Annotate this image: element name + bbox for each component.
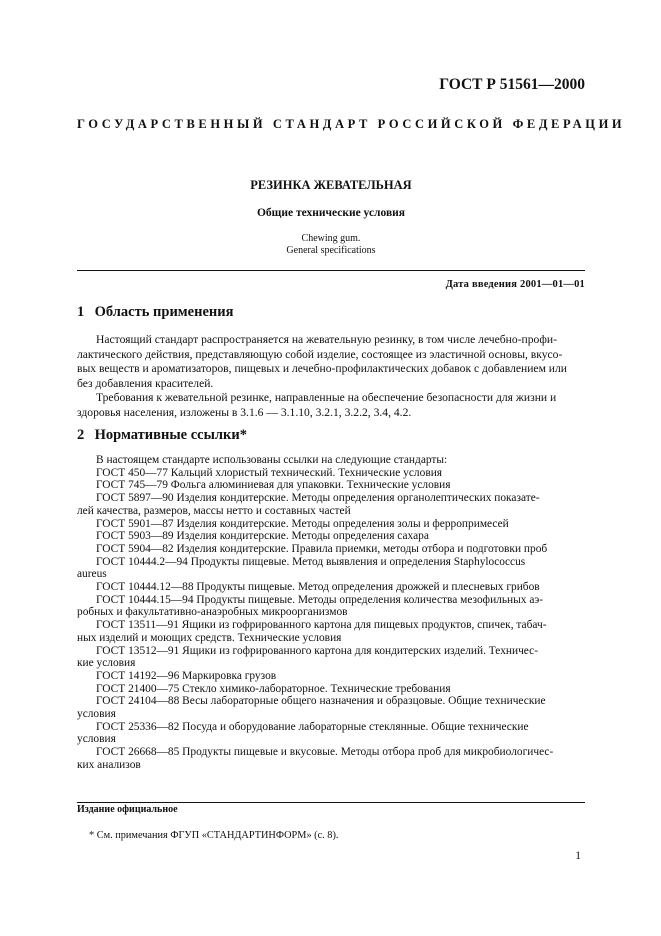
english-title-line-1: Chewing gum. [301, 233, 361, 244]
reference-item: ГОСТ 5904—82 Изделия кондитерские. Правила приемки, методы отбора и подготовки проб [96, 542, 548, 555]
reference-continuation: лей качества, размеров, массы нетто и составных частей [77, 504, 351, 517]
reference-item: ГОСТ 5901—87 Изделия кондитерские. Методы определения золы и ферропримесей [96, 517, 509, 530]
reference-item: ГОСТ 24104—88 Весы лабораторные общего назначения и образцовые. Общие технические [96, 695, 546, 708]
reference-item: ГОСТ 14192—96 Маркировка грузов [96, 669, 277, 682]
reference-item: ГОСТ 10444.12—88 Продукты пищевые. Метод определения дрожжей и плесневых грибов [96, 581, 540, 594]
reference-item: ГОСТ 13512—91 Ящики из гофрированного картона для кондитерских изделий. Техничес- [96, 644, 538, 657]
introduction-date: Дата введения 2001—01—01 [445, 279, 585, 290]
reference-continuation: ных изделий и моющих средств. Технические условия [77, 631, 342, 644]
text-line: здоровья населения, изложены в 3.1.6 — 3.1.10, 3.2.1, 3.2.2, 3.4, 4.2. [77, 405, 412, 419]
section-1-heading [77, 304, 233, 321]
section-2-heading [77, 427, 247, 444]
reference-item: ГОСТ 21400—75 Стекло химико-лабораторное. Технические требования [96, 682, 451, 695]
reference-item: ГОСТ 10444.15—94 Продукты пищевые. Методы определения количества мезофильных аэ- [96, 593, 544, 606]
reference-continuation: aureus [77, 568, 107, 581]
text-line [77, 333, 585, 348]
reference-item: ГОСТ 13511—91 Ящики из гофрированного картона для пищевых продуктов, спичек, табач- [96, 619, 547, 632]
reference-item: ГОСТ 450—77 Кальций хлористый технический. Технические условия [96, 466, 443, 479]
reference-item: ГОСТ 5897—90 Изделия кондитерские. Методы определения органолептических показате- [96, 492, 540, 505]
text-line-content: Настоящий стандарт распространяется на жевательную резинку, в том числе лечебно-профи- [96, 333, 557, 346]
document-subtitle: Общие технические условия [256, 207, 406, 219]
reference-item: ГОСТ 25336—82 Посуда и оборудование лабораторные стеклянные. Общие технические [96, 720, 529, 733]
reference-item: ГОСТ 26668—85 Продукты пищевые и вкусовые. Методы отбора проб для микробиологичес- [96, 746, 554, 759]
section-2-number: 2 [77, 427, 85, 443]
footnote: * См. примечания ФГУП «СТАНДАРТИНФОРМ» (с. 8). [89, 830, 339, 841]
normative-references-list [77, 454, 585, 772]
text-line: лактического действия, представляющую собой изделие, состоящее из эластичной основы, вкусо- [77, 347, 563, 361]
section-2-title: Нормативные ссылки* [94, 427, 247, 443]
english-title-line-2: General specifications [286, 245, 376, 256]
reference-item: ГОСТ 5903—89 Изделия кондитерские. Методы определения сахара [96, 530, 429, 543]
document-number: ГОСТ Р 51561—2000 [439, 76, 585, 93]
text-line: без добавления красителей. [77, 376, 214, 390]
text-line: Требования к жевательной резинке, направленные на обеспечение безопасности для жизни и [96, 391, 557, 404]
section-1-number: 1 [77, 304, 85, 320]
references-intro: В настоящем стандарте использованы ссылки на следующие стандарты: [96, 454, 448, 466]
reference-continuation: условия [77, 708, 116, 721]
reference-continuation: условия [77, 733, 116, 746]
reference-item: ГОСТ 10444.2—94 Продукты пищевые. Метод выявления и определения Staphylococcus [96, 555, 526, 568]
header-rule [77, 270, 585, 271]
section-1-title: Область применения [94, 304, 234, 320]
reference-item: ГОСТ 745—79 Фольга алюминиевая для упаковки. Технические условия [96, 479, 451, 492]
reference-continuation: кие условия [77, 657, 136, 670]
text-line: вых веществ и ароматизаторов, пищевых и лечебно-профилактических добавок с добавлением или [77, 362, 568, 376]
page-number: 1 [575, 850, 581, 862]
document-title: РЕЗИНКА ЖЕВАТЕЛЬНАЯ [250, 178, 412, 192]
section-1-paragraph-1 [77, 333, 585, 391]
section-1-paragraph-2 [77, 391, 585, 420]
footer-rule [77, 802, 585, 803]
state-standard-heading: ГОСУДАРСТВЕННЫЙ СТАНДАРТ РОССИЙСКОЙ ФЕДЕРАЦИИ [77, 117, 626, 131]
english-title [77, 233, 585, 257]
reference-continuation: ких анализов [77, 758, 141, 771]
official-edition-label: Издание официальное [77, 804, 178, 815]
reference-continuation: робных и факультативно-анаэробных микроорганизмов [77, 606, 348, 619]
